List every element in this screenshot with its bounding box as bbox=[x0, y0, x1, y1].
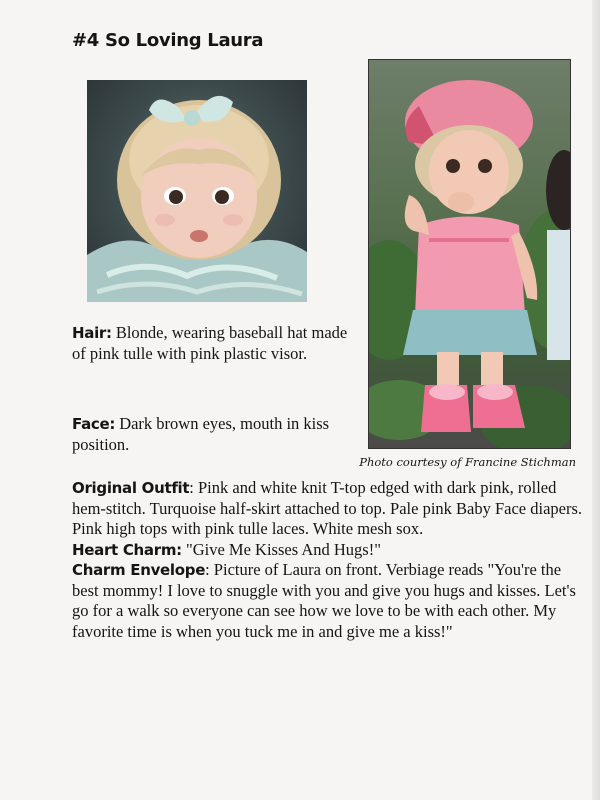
charm-envelope-label: Charm Envelope bbox=[72, 561, 206, 579]
doll-face-photo bbox=[87, 80, 307, 302]
face-text: Dark brown eyes, mouth in kiss position. bbox=[72, 414, 330, 454]
charm-envelope-text: : Picture of Laura on front. Verbiage reads "You're the best mommy! I love to snuggle with you and give you hugs and kisses. Let's go for a walk so everyone can see how we love to be with each other. My favorite time is when you tuck me in and give me a kiss!" bbox=[72, 560, 576, 641]
hair-description bbox=[72, 323, 352, 364]
doll-full-photo bbox=[368, 59, 571, 449]
heart-charm-description bbox=[72, 540, 584, 561]
heart-charm-label: Heart Charm: bbox=[72, 540, 182, 559]
outfit-text: : Pink and white knit T-top edged with dark pink, rolled hem-stitch. Turquoise half-skirt attached to top. Pale pink Baby Face diapers. bbox=[72, 478, 583, 518]
page-edge bbox=[592, 0, 600, 800]
hair-text: Blonde, wearing baseball hat made of pink tulle with pink plastic visor. bbox=[72, 323, 348, 363]
outfit-description-2: Pink high tops with pink tulle laces. White mesh sox. bbox=[72, 519, 424, 538]
outfit-label: Original Outfit bbox=[72, 479, 190, 497]
face-description bbox=[72, 414, 352, 455]
heart-charm-text: "Give Me Kisses And Hugs!" bbox=[186, 539, 381, 559]
hair-label: Hair: bbox=[72, 324, 112, 342]
charm-envelope-description bbox=[72, 560, 584, 642]
details-section bbox=[72, 478, 584, 642]
page-title: #4 So Loving Laura bbox=[72, 30, 264, 51]
face-label: Face: bbox=[72, 415, 116, 433]
photo-caption: Photo courtesy of Francine Stichman bbox=[359, 455, 576, 469]
outfit-description bbox=[72, 478, 584, 519]
